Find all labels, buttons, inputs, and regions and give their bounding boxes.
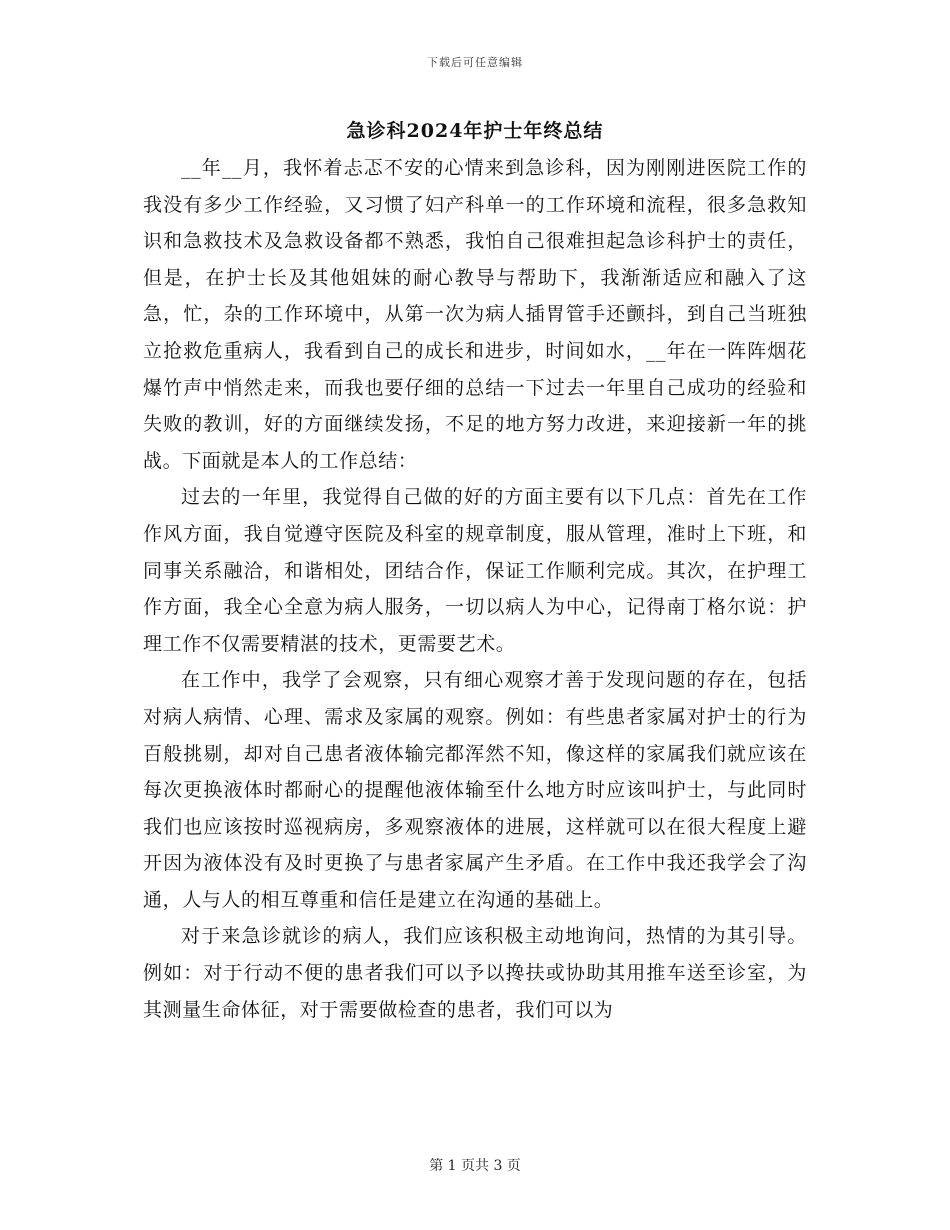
- paragraph-3: 在工作中，我学了会观察，只有细心观察才善于发现问题的存在，包括对病人病情、心理、需求及家属的观察。例如：有些患者家属对护士的行为百般挑剔，却对自己患者液体输完都浑然不知，像这样的家属我们就应该在每次更换液体时都耐心的提醒他液体输至什么地方时应该叫护士，与此同时我们也应该按时巡视病房，多观察液体的进展，这样就可以在很大程度上避开因为液体没有及时更换了与患者家属产生矛盾。在工作中我还我学会了沟通，人与人的相互尊重和信任是建立在沟通的基础上。: [143, 669, 807, 911]
- document-title: 急诊科2024年护士年终总结: [346, 120, 604, 142]
- page-footer: 第 1 页共 3 页: [429, 1158, 521, 1174]
- paragraph-4: 对于来急诊就诊的病人，我们应该积极主动地询问，热情的为其引导。例如：对于行动不便的患者我们可以予以搀扶或协助其用推车送至诊室，为其测量生命体征，对于需要做检查的患者，我们可以为: [143, 925, 807, 1021]
- document-body: [143, 150, 807, 1028]
- paragraph-2: 过去的一年里，我觉得自己做的好的方面主要有以下几点：首先在工作作风方面，我自觉遵守医院及科室的规章制度，服从管理，准时上下班，和同事关系融洽，和谐相处，团结合作，保证工作顺利完成。其次，在护理工作方面，我全心全意为病人服务，一切以病人为中心，记得南丁格尔说：护理工作不仅需要精湛的技术，更需要艺术。: [143, 486, 807, 655]
- paragraph-1: __年__月，我怀着忐忑不安的心情来到急诊科，因为刚刚进医院工作的我没有多少工作经验，又习惯了妇产科单一的工作环境和流程，很多急救知识和急救技术及急救设备都不熟悉，我怕自己很难担起急诊科护士的责任，但是，在护士长及其他姐妹的耐心教导与帮助下，我渐渐适应和融入了这急，忙，杂的工作环境中，从第一次为病人插胃管手还颤抖，到自己当班独立抢救危重病人，我看到自己的成长和进步，时间如水，__年在一阵阵烟花爆竹声中悄然走来，而我也要仔细的总结一下过去一年里自己成功的经验和失败的教训，好的方面继续发扬，不足的地方努力改进，来迎接新一年的挑战。下面就是本人的工作总结：: [143, 157, 807, 472]
- page-header-note: 下载后可任意编辑: [427, 56, 523, 69]
